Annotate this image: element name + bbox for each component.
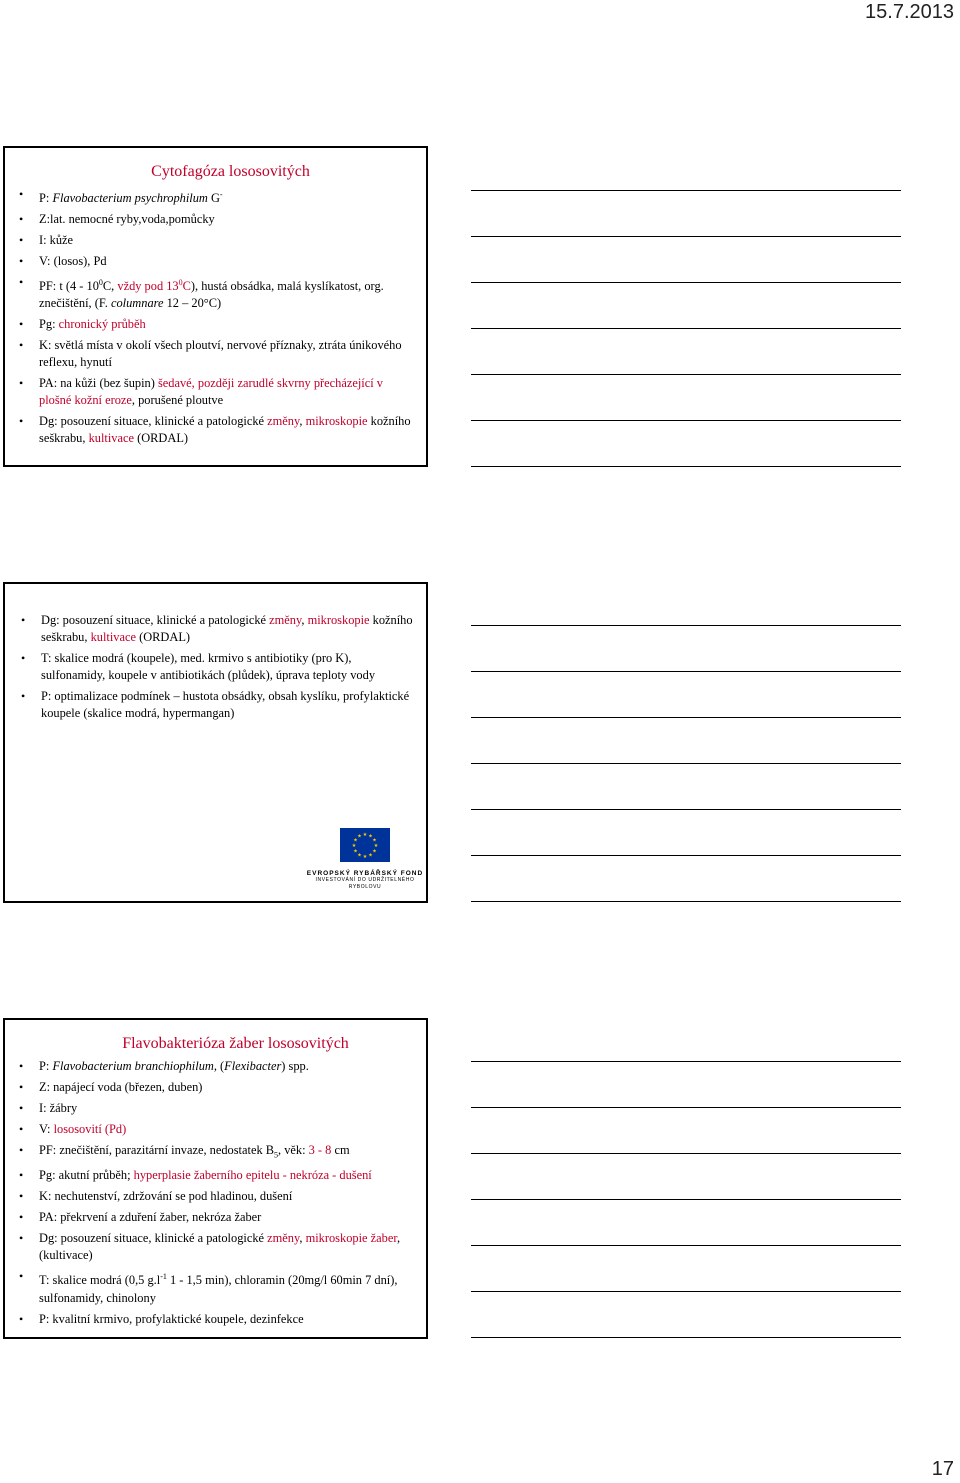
text-run: P: optimalizace podmínek – hustota obsádky, obsah kyslíku, profylaktické koupele (skalice modrá, hypermangan) <box>41 689 410 720</box>
text-run: 0 <box>98 278 103 288</box>
text-run: Pg: <box>39 317 59 332</box>
text-run: , porušené ploutve <box>131 393 224 408</box>
note-line <box>471 374 901 375</box>
text-run: T: skalice modrá (0,5 g.l <box>39 1273 161 1288</box>
text-run: 0 <box>178 278 183 288</box>
text-run: columnare <box>110 296 164 311</box>
text-run: , věk: <box>278 1143 309 1157</box>
text-run: Dg: posouzení situace, klinické a patologické <box>41 613 270 627</box>
text-run: ), hustá obsádka, malá kyslíkatost, org. znečištění, (F. <box>39 279 384 311</box>
logo-text-line2: INVESTOVÁNÍ DO UDRŽITELNÉHO <box>315 877 415 883</box>
text-run: (ORDAL) <box>133 431 189 446</box>
text-run: , <box>301 613 308 627</box>
text-run: - <box>219 190 223 199</box>
text-run: P: kvalitní krmivo, profylaktické koupele, dezinfekce <box>39 1311 304 1326</box>
eu-star-icon: ★ <box>362 855 368 860</box>
eu-star-icon: ★ <box>353 849 358 855</box>
note-line <box>471 1061 901 1062</box>
text-run: vždy pod 13 <box>117 279 179 294</box>
bullet-item <box>19 1311 416 1328</box>
text-run: , <box>299 1231 306 1246</box>
bullet-item <box>19 1121 416 1138</box>
text-run: mikroskopie žaber <box>305 1231 397 1246</box>
text-run: mikroskopie <box>307 613 370 627</box>
slide-title: Flavobakterióza žaber lososovitých <box>122 1035 349 1052</box>
bullet-item <box>19 211 416 228</box>
bullet-item <box>19 1209 416 1226</box>
text-run: kultivace <box>90 630 136 644</box>
text-run: změny <box>267 414 300 429</box>
text-run: C, <box>102 279 118 294</box>
eu-star-icon: ★ <box>368 853 373 859</box>
print-date: 15.7.2013 <box>865 1 954 23</box>
bullet-item <box>19 1230 416 1264</box>
text-run: PA: na kůži (bez šupin) <box>39 376 158 391</box>
text-run: P: <box>39 1059 53 1073</box>
bullet-item <box>19 274 416 312</box>
text-run: cm <box>331 1143 350 1157</box>
bullet-item <box>21 688 416 722</box>
note-line <box>471 466 901 467</box>
bullet-list <box>5 612 426 722</box>
text-run: mikroskopie <box>305 414 368 429</box>
text-run: Z: napájecí voda (březen, duben) <box>39 1080 203 1094</box>
bullet-item <box>19 1167 416 1184</box>
text-run: V: (losos), Pd <box>39 254 107 269</box>
text-run: Dg: posouzení situace, klinické a patologické <box>39 414 268 429</box>
bullet-item <box>19 232 416 249</box>
note-line <box>471 1245 901 1246</box>
note-line <box>471 1107 901 1108</box>
note-line <box>471 190 901 191</box>
text-run: kultivace <box>88 431 134 446</box>
note-line <box>471 901 901 902</box>
bullet-item <box>19 253 416 270</box>
text-run: , (kultivace) <box>39 1231 401 1263</box>
text-run: -1 <box>160 1272 167 1282</box>
text-run: kožního seškrabu, <box>41 613 413 644</box>
bullet-item <box>19 1188 416 1205</box>
note-line <box>471 809 901 810</box>
text-run: chronický průběh <box>58 317 146 332</box>
text-run: Flexibacter <box>224 1059 282 1073</box>
text-run: lososovití (Pd) <box>53 1122 127 1136</box>
slide-title: Cytofagóza lososovitých <box>151 163 310 180</box>
text-run: změny <box>267 1231 300 1246</box>
text-run: C <box>182 279 191 294</box>
eu-star-icon: ★ <box>368 834 373 840</box>
text-run: I: kůže <box>39 233 74 248</box>
slide-3 <box>3 1018 428 1339</box>
text-run: 5 <box>274 1150 278 1160</box>
logo-text-line3: RYBOLOVU <box>348 884 382 890</box>
text-run: 3 - 8 <box>308 1143 332 1157</box>
bullet-item <box>19 1268 416 1306</box>
bullet-item <box>21 612 416 646</box>
note-line <box>471 717 901 718</box>
text-run: změny <box>269 613 302 627</box>
bullet-item <box>19 1058 416 1075</box>
text-run: I: žábry <box>39 1101 78 1115</box>
text-run: Dg: posouzení situace, klinické a patologické <box>39 1231 268 1246</box>
slide-1 <box>3 146 428 467</box>
text-run: K: nechutenství, zdržování se pod hladinou, dušení <box>39 1189 293 1204</box>
text-run: Z:lat. nemocné ryby,voda,pomůcky <box>39 212 215 227</box>
page-number: 17 <box>931 1458 954 1480</box>
text-run: hyperplasie žaberního epitelu - nekróza - dušení <box>133 1168 372 1183</box>
bullet-item <box>19 1142 416 1163</box>
eu-star-icon: ★ <box>372 849 377 855</box>
note-line <box>471 763 901 764</box>
note-line <box>471 420 901 421</box>
bullet-list <box>5 1058 426 1328</box>
note-line <box>471 855 901 856</box>
text-run: P: <box>39 191 53 206</box>
note-line <box>471 1153 901 1154</box>
note-line <box>471 1291 901 1292</box>
eu-star-icon: ★ <box>372 838 377 844</box>
note-line <box>471 1337 901 1338</box>
eu-star-icon: ★ <box>353 838 358 844</box>
text-run: Flavobacterium psychrophilum <box>52 191 208 206</box>
bullet-list <box>5 186 426 447</box>
text-run: ) spp. <box>281 1059 309 1073</box>
logo-text-line1: EVROPSKÝ RYBÁŘSKÝ FOND <box>306 870 424 877</box>
text-run: šedavé, později zarudlé skvrny přecházející v plošné kožní eroze <box>39 376 383 408</box>
eu-star-icon: ★ <box>357 834 362 840</box>
text-run: , <box>299 414 306 429</box>
bullet-item <box>21 650 416 684</box>
bullet-item <box>19 337 416 371</box>
eu-fisheries-fund-logo <box>305 828 425 892</box>
note-line <box>471 1199 901 1200</box>
eu-star-icon: ★ <box>373 844 379 849</box>
note-line <box>471 328 901 329</box>
eu-star-icon: ★ <box>351 844 357 849</box>
text-run: ( <box>216 1059 225 1073</box>
note-line <box>471 236 901 237</box>
text-run: 12 – 20°C) <box>163 296 222 311</box>
bullet-item <box>19 186 416 207</box>
bullet-item <box>19 375 416 409</box>
bullet-item <box>19 1079 416 1096</box>
text-run: (ORDAL) <box>135 630 191 644</box>
eu-star-icon: ★ <box>357 853 362 859</box>
text-run: PF: t (4 - 10 <box>39 279 99 294</box>
text-run: kožního seškrabu, <box>39 414 411 446</box>
text-run: Flavobacterium branchiophilum, <box>52 1059 217 1073</box>
text-run: T: skalice modrá (koupele), med. krmivo s antibiotiky (pro K), sulfonamidy, koupele v antibiotikách (plůdek), úprava teploty vody <box>41 651 376 682</box>
text-run: PF: znečištění, parazitární invaze, nedostatek B <box>39 1143 274 1157</box>
text-run: V: <box>39 1122 54 1136</box>
text-run: K: světlá místa v okolí všech ploutví, nervové příznaky, ztráta únikového reflexu, hynutí <box>39 338 402 370</box>
bullet-item <box>19 413 416 447</box>
eu-flag-icon <box>340 828 390 862</box>
eu-star-icon: ★ <box>362 833 368 838</box>
text-run: 1 - 1,5 min), chloramin (20mg/l 60min 7 dní), sulfonamidy, chinolony <box>39 1273 398 1305</box>
text-run: G <box>207 191 220 206</box>
note-line <box>471 282 901 283</box>
text-run: PA: překrvení a zduření žaber, nekróza žaber <box>39 1210 262 1225</box>
bullet-item <box>19 1100 416 1117</box>
bullet-item <box>19 316 416 333</box>
text-run: Pg: akutní průběh; <box>39 1168 134 1183</box>
note-line <box>471 671 901 672</box>
note-line <box>471 625 901 626</box>
